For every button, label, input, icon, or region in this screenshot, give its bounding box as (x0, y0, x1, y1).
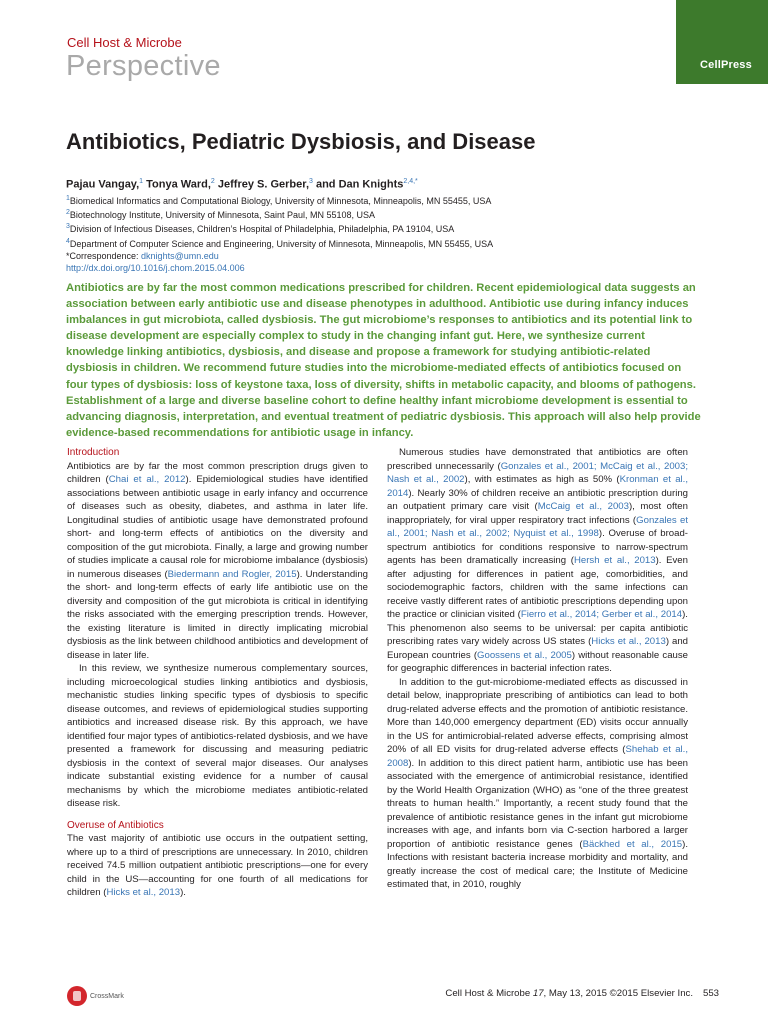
crossmark-badge[interactable] (67, 986, 124, 1006)
author-affiliation-mark: 3 (309, 178, 313, 185)
text-run: In addition to the gut-microbiome-mediated effects as discussed in detail below, inappropriate prescribing of antibiotics can lead to both drug-related adverse effects and the promotion of antibiotic resistance. More than 140,000 emergency department (ED) visits occur annually in the US for antimicrobial-related adverse effects, comprising almost 20% of all ED visits for drug-related adverse effects ( (387, 676, 688, 755)
affiliation-text: Department of Computer Science and Engineering, University of Minnesota, Minneapolis, MN 55455, USA (69, 238, 494, 249)
author-name: and Dan Knights (315, 178, 404, 191)
footer-journal: Cell Host & Microbe (445, 988, 533, 999)
footer-volume: 17 (532, 988, 544, 999)
doi-link[interactable]: http://dx.doi.org/10.1016/j.chom.2015.04.006 (66, 263, 245, 274)
author-name: Tonya Ward, (146, 178, 211, 191)
text-run: ) and European countries ( (387, 636, 688, 661)
affiliation-text: Biomedical Informatics and Computational Biology, University of Minnesota, Minneapolis, MN 55455, USA (69, 196, 492, 206)
text-run: ). Epidemiological studies have identified associations between antibiotic usage in early infancy and occurrence of diseases such as obesity, diabetes, and asthma in later life. Longitudinal studies of antibiotic usage have demonstrated profound short- and long-term effects of antibiotics on the diversity and composition of the gut microbiota. Finally, a large and growing number of studies implicate a causal role for microbiome imbalance (dysbiosis) in numerous diseases ( (67, 474, 368, 580)
page-footer (387, 988, 693, 999)
affiliation-line (66, 221, 493, 235)
author-name: Pajau Vangay, (66, 178, 140, 191)
body-paragraph (67, 832, 368, 900)
citation-link[interactable]: Hicks et al., 2013 (106, 887, 181, 898)
body-paragraph (387, 446, 688, 676)
affiliation-number: 3 (66, 223, 70, 231)
correspondence (66, 250, 493, 262)
correspondence-label: *Correspondence: (66, 250, 142, 261)
citation-link[interactable]: McCaig et al., 2003 (537, 501, 629, 512)
author-affiliation-mark: 2,4,* (403, 178, 418, 185)
affiliation-line (66, 193, 493, 207)
text-run: ). Nearly 30% of children receive an antibiotic prescription during an outpatient primary care visit ( (387, 487, 688, 512)
text-run: ), with estimates as high as 50% ( (464, 474, 620, 485)
correspondence-email-link[interactable]: dknights@umn.edu (141, 250, 219, 261)
text-run: Numerous studies have demonstrated that antibiotics are often prescribed unnecessarily ( (387, 447, 688, 472)
citation-link[interactable]: Gonzales et al., 2001; Nash et al., 2002; Nyquist et al., 1998 (387, 514, 688, 539)
affiliation-number: 2 (66, 209, 70, 217)
citation-link[interactable]: Fierro et al., 2014; Gerber et al., 2014 (520, 609, 683, 620)
crossmark-icon (67, 986, 87, 1006)
section-type: Perspective (66, 50, 221, 82)
author-affiliation-mark: 1 (139, 178, 144, 185)
affiliation-line (66, 207, 493, 221)
body-paragraph (387, 676, 688, 892)
citation-link[interactable]: Kronman et al., 2014 (387, 474, 688, 499)
citation-link[interactable]: Biedermann and Rogler, 2015 (167, 568, 297, 580)
affiliation-number: 4 (66, 237, 70, 245)
affiliation-text: Division of Infectious Diseases, Children’s Hospital of Philadelphia, Philadelphia, PA 19104, USA (69, 224, 455, 235)
text-run: The vast majority of antibiotic use occurs in the outpatient setting, where up to a third of prescriptions are unnecessary. In 2010, children received 74.5 million outpatient antibiotic prescriptions—one for every child in the US—accounting for one fourth of all medications for children ( (67, 833, 368, 898)
citation-link[interactable]: Goossens et al., 2005 (477, 649, 572, 661)
affiliations (66, 193, 493, 274)
author-affiliation-mark: 2 (210, 178, 215, 185)
crossmark-label: CrossMark (90, 992, 124, 1000)
citation-link[interactable]: Hersh et al., 2013 (573, 555, 656, 566)
body-paragraph: In this review, we synthesize numerous complementary sources, including microecological studies linking antibiotics and dysbiosis, mechanistic studies linking specific types of dysbiosis to specific disease outcomes, and reviews of epidemiological studies supporting antibiotics and increased disease risk. By this approach, we have identified four major types of antibiotics-related dysbiosis, and we have presented a framework for discussing and measuring pediatric dysbiosis in the context of several major diseases. Our analyses indicate substantial existing evidence for a number of causal mechanisms by which the microbiome mediates antibiotic-related disease risk. (67, 663, 368, 809)
section-heading-overuse: Overuse of Antibiotics (67, 819, 164, 831)
footer-date-copyright: , May 13, 2015 ©2015 Elsevier Inc. (543, 988, 693, 999)
body-paragraph (67, 460, 368, 663)
text-run: ) without reasonable cause for geographic differences in bacterial infection rates. (387, 649, 688, 674)
author-list (66, 178, 418, 191)
text-run: ). Even after adjusting for differences in patient age, comorbidities, and sociodemographic factors, children with the same infections can receive vastly different rates of antibiotic prescriptions depending upon the practice or clinician visited ( (387, 555, 688, 620)
text-run: ). Overuse of broad-spectrum antibiotics for conditions responsive to narrow-spectrum agents has been dramatically increasing ( (387, 528, 688, 566)
citation-link[interactable]: Chai et al., 2012 (108, 474, 186, 485)
text-run: Antibiotics are by far the most common prescription drugs given to children ( (67, 460, 368, 485)
journal-name: Cell Host & Microbe (67, 35, 182, 50)
page-number: 553 (703, 988, 720, 999)
affiliation-text: Biotechnology Institute, University of Minnesota, Saint Paul, MN 55108, USA (69, 210, 376, 221)
right-column (387, 446, 688, 892)
citation-link[interactable]: Gonzales et al., 2001; McCaig et al., 2003; Nash et al., 2002 (387, 460, 688, 485)
text-run: ), most often inappropriately, for viral upper respiratory tract infections ( (387, 501, 688, 526)
section-heading-introduction: Introduction (67, 447, 120, 458)
abstract: Antibiotics are by far the most common medications prescribed for children. Recent epidemiological data suggests an association between early antibiotic use and disease phenotypes in adulthood. Antibiotic use during infancy induces imbalances in gut microbiota, called dysbiosis. The gut microbiome’s responses to antibiotics and its potential link to disease development are especially complex to study in the changing infant gut. Here, we synthesize current knowledge linking antibiotics, dysbiosis, and disease and propose a framework for studying antibiotic-related dysbiosis in children. We recommend future studies into the microbiome-mediated effects of antibiotics focused on four types of dysbiosis: loss of keystone taxa, loss of diversity, shifts in metabolic capacity, and blooms of pathogens. Establishment of a large and diverse baseline cohort to define healthy infant microbiome development is essential to advancing diagnosis, interpretation, and eventual treatment of pediatric dysbiosis. This approach will also help provide evidence-based recommendations for antibiotic usage in infancy. (66, 282, 701, 439)
text-run: ). (180, 887, 186, 898)
cellpress-logo (676, 0, 768, 84)
citation-link[interactable]: Hicks et al., 2013 (591, 636, 666, 647)
left-column (67, 446, 368, 900)
text-run: ). In addition to this direct patient harm, antibiotic use has been associated with the emergence of antimicrobial resistance, identified by the World Health Organization (WHO) as “one of the three greatest threats to human health.” Importantly, a recent study found that the prevalence of antibiotic resistance genes in the infant gut microbiome increases with age, and infants born via C-section harbored a larger proportion of antibiotic resistance genes ( (387, 757, 688, 850)
text-run: ). Understanding the short- and long-term effects of early life antibiotic use on the diversity and composition of the gut microbiota is critical in identifying the risks associated with the emerging prescription trends. However, the existing literature is limited in directly implicating microbial dysbiosis as the link between childhood antibiotics and development of disease in later life. (67, 568, 368, 661)
cellpress-logo-text: CellPress (700, 59, 752, 71)
citation-link[interactable]: Bäckhed et al., 2015 (582, 838, 683, 850)
affiliation-line (66, 236, 493, 250)
article-title: Antibiotics, Pediatric Dysbiosis, and Disease (66, 129, 536, 154)
text-run: ). This phenomenon also seems to be universal: per capita antibiotic prescribing rates vary widely across US states ( (387, 609, 688, 647)
affiliation-number: 1 (66, 195, 70, 202)
citation-link[interactable]: Shehab et al., 2008 (387, 744, 688, 769)
author-name: Jeffrey S. Gerber, (217, 178, 309, 191)
text-run: ). Infections with resistant bacteria increase morbidity and mortality, and greatly increase the cost of medical care; the Institute of Medicine estimated that, in 2010, roughly (387, 838, 688, 890)
